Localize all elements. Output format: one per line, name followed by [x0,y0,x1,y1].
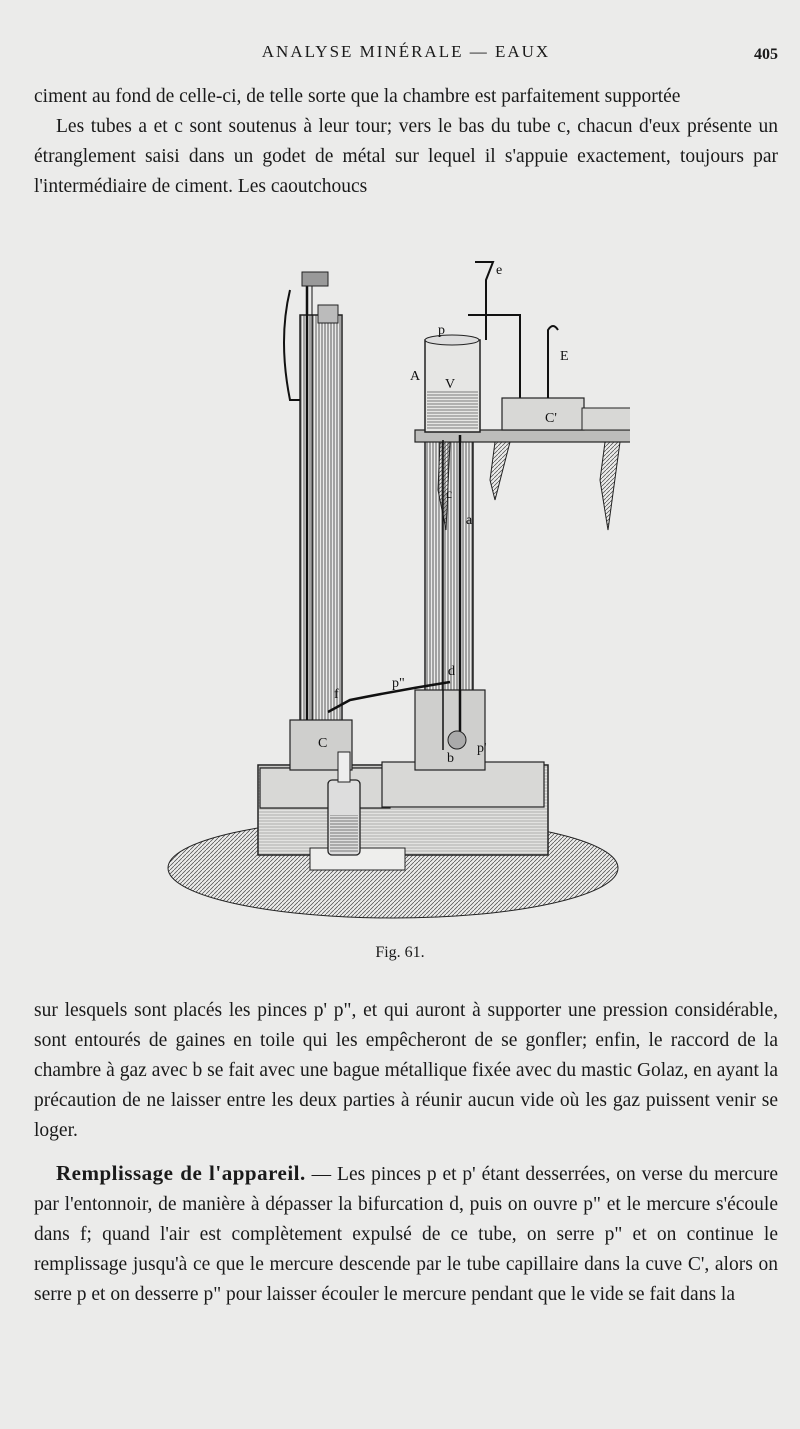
paragraph-pinces: sur lesquels sont placés les pinces p' p", et qui auront à supporter une pression considérable, sont entourés de gaines en toile qui les empêcheront de se gonfler; enfin, le raccord de la chambre à gaz avec b se fait avec une bague métallique fixée avec du mastic Golaz, en ayant la précaution de ne laisser entre les deux parties à réunir aucun vide où les gaz puissent venir se loger. [34,1000,778,1141]
label-V: V [445,377,456,392]
trough-c-prime [502,398,584,430]
section-heading: Remplissage de l'appareil. [56,1161,306,1185]
bifurcation-d [448,731,466,749]
left-trough [260,768,390,808]
label-b: b [447,751,454,766]
rubber-hose-left [284,290,300,400]
label-p-prime: p' [477,741,487,756]
running-title: ANALYSE MINÉRALE — EAUX [261,42,551,61]
label-d: d [448,664,455,679]
label-p-double: p" [392,676,405,691]
tube-e-upper [548,326,558,398]
middle-text-block [34,996,778,1146]
label-e: e [496,263,503,278]
section-body: — Les pinces p et p' étant desserrées, on verse du mercure par l'entonnoir, de manière à dépasser la bifurcation d, puis on ouvre p" et le mercure s'écoule dans f; quand l'air est complètement expulsé de ce tube, on serre p" et on continue le remplissage jusqu'à ce que le mercure descende par le tube capillaire dans la cuve C', alors on serre p et on desserre p" pour laisser écouler le mercure pendant que le vide se fait dans la [34,1164,778,1305]
figure-apparatus [150,250,630,930]
label-c: c [446,487,453,502]
top-text-block [34,82,778,202]
label-E: E [560,349,569,364]
paragraph-tubes: Les tubes a et c sont soutenus à leur tour; vers le bas du tube c, chacun d'eux présente un étranglement saisi dans un godet de métal sur lequel il s'appuie exactement, toujours par l'intermédiaire de ciment. Les caoutchoucs [34,116,778,197]
paragraph-remplissage [34,1158,778,1310]
bottom-text-block [34,1158,778,1310]
label-p: p [438,323,445,338]
label-C-prime: C' [545,411,557,426]
page-header [34,40,778,70]
label-f: f [334,687,339,702]
apparatus-engraving [150,250,630,930]
funnel-e [475,262,493,310]
figure-caption: Fig. 61. [375,944,425,961]
label-A: A [410,369,421,384]
label-a: a [466,513,473,528]
page-number: 405 [754,46,778,63]
label-C: C [318,736,328,751]
paragraph-continuation: ciment au fond de celle-ci, de telle sorte que la chambre est parfaitement supportée [34,86,681,107]
